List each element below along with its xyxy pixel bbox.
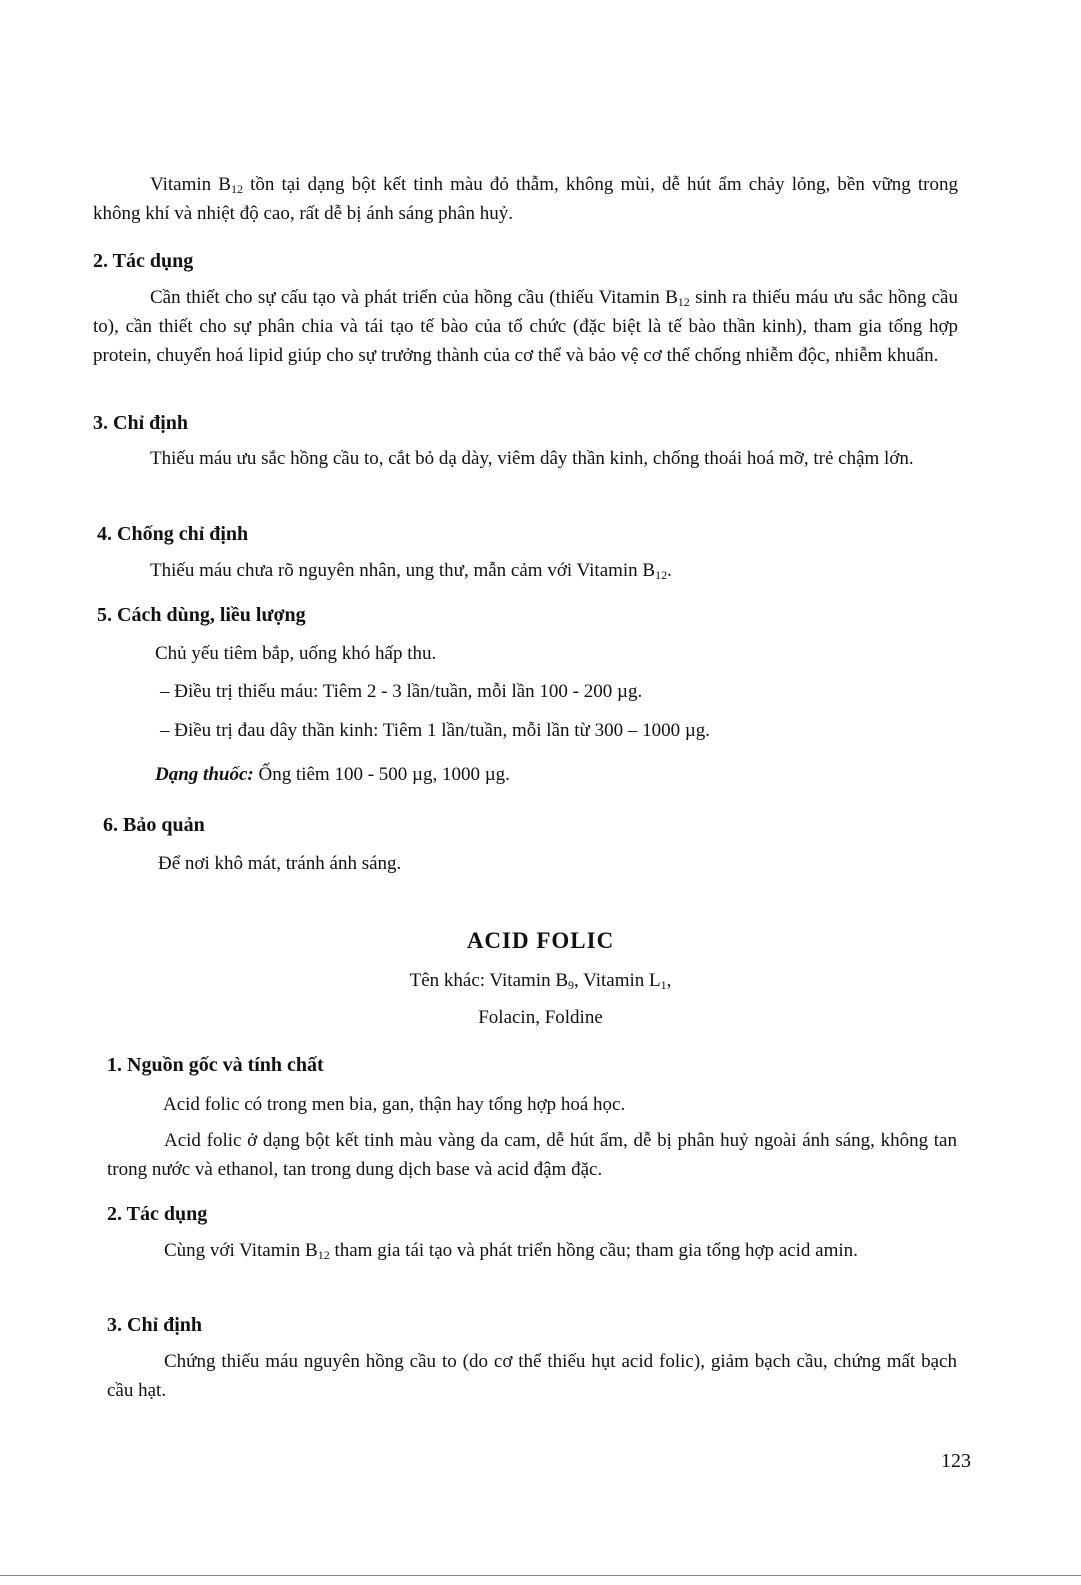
folic-source: Acid folic có trong men bia, gan, thận hay tổng hợp hoá học. xyxy=(163,1094,626,1115)
alternative-names: Folacin, Foldine xyxy=(478,1007,603,1028)
b12-storage: Để nơi khô mát, tránh ánh sáng. xyxy=(158,853,402,874)
text-span: Cùng với Vitamin B xyxy=(164,1240,318,1261)
subscript: 12 xyxy=(230,182,243,196)
folic-effects xyxy=(107,1236,957,1265)
subscript: 12 xyxy=(655,568,668,582)
text-span: tham gia tái tạo và phát triển hồng cầu; tham gia tổng hợp acid amin. xyxy=(329,1240,858,1261)
alternative-names xyxy=(0,970,1081,992)
section-heading: 1. Nguồn gốc và tính chất xyxy=(107,1054,324,1076)
text-span: sinh ra thiếu máu ưu sắc hồng cầu to), cần thiết cho sự phân chia và tái tạo tế bào của tổ chức (đặc biệt là tế bào thần kinh), tham gia tổng hợp protein, chuyển hoá lipid giúp cho sự trưởng thành của cơ thể và bảo vệ cơ thể chống nhiễm độc, nhiễm khuẩn. xyxy=(93,287,958,366)
text-span: , xyxy=(666,970,672,991)
monograph-title: ACID FOLIC xyxy=(466,928,615,953)
subscript: 1 xyxy=(660,978,667,992)
b12-contraindications xyxy=(93,556,958,585)
scan-edge-line xyxy=(0,1575,1081,1576)
usage-bullet: – Điều trị đau dây thần kinh: Tiêm 1 lần/tuần, mỗi lần từ 300 – 1000 µg. xyxy=(160,720,711,741)
subscript: 12 xyxy=(677,295,690,309)
text-span: Ống tiêm 100 - 500 µg, 1000 µg. xyxy=(253,764,510,785)
text-span: . xyxy=(667,560,672,581)
text-span: , Vitamin L xyxy=(574,970,661,991)
section-heading: 3. Chỉ định xyxy=(107,1314,203,1336)
text-span: Vitamin B xyxy=(150,174,231,195)
usage-bullet: – Điều trị thiếu máu: Tiêm 2 - 3 lần/tuần, mỗi lần 100 - 200 µg. xyxy=(160,681,643,702)
b12-usage: Chủ yếu tiêm bắp, uống khó hấp thu. xyxy=(155,643,437,664)
section-heading: 4. Chống chỉ định xyxy=(97,523,249,545)
section-heading: 2. Tác dụng xyxy=(107,1203,208,1225)
b12-description xyxy=(93,170,958,228)
folic-properties: Acid folic ở dạng bột kết tinh màu vàng da cam, dễ hút ẩm, dễ bị phân huỷ ngoài ánh sáng, không tan trong nước và ethanol, tan trong dung dịch base và acid đậm đặc. xyxy=(107,1130,957,1180)
dosage-form-label: Dạng thuốc: xyxy=(155,764,254,785)
section-heading: 2. Tác dụng xyxy=(93,250,194,272)
b12-indications: Thiếu máu ưu sắc hồng cầu to, cắt bỏ dạ dày, viêm dây thần kinh, chống thoái hoá mỡ, trẻ chậm lớn. xyxy=(150,448,914,469)
text-span: Thiếu máu chưa rõ nguyên nhân, ung thư, mẫn cảm với Vitamin B xyxy=(150,560,656,581)
b12-effects xyxy=(93,283,958,370)
folic-indications: Chứng thiếu máu nguyên hồng cầu to (do cơ thể thiếu hụt acid folic), giảm bạch cầu, chứng mất bạch cầu hạt. xyxy=(107,1351,957,1401)
subscript: 12 xyxy=(317,1248,330,1262)
subscript: 9 xyxy=(568,978,574,992)
dosage-form xyxy=(155,764,510,786)
section-heading: 6. Bảo quản xyxy=(103,814,205,836)
section-heading: 3. Chỉ định xyxy=(93,412,189,434)
text-span: tồn tại dạng bột kết tinh màu đỏ thẫm, không mùi, dễ hút ẩm chảy lỏng, bền vững trong không khí và nhiệt độ cao, rất dễ bị ánh sáng phân huỷ. xyxy=(93,174,958,224)
page-number: 123 xyxy=(941,1450,971,1472)
section-heading: 5. Cách dùng, liều lượng xyxy=(97,604,306,626)
text-span: Tên khác: Vitamin B xyxy=(409,970,568,991)
text-span: Cần thiết cho sự cấu tạo và phát triển của hồng cầu (thiếu Vitamin B xyxy=(150,287,678,308)
